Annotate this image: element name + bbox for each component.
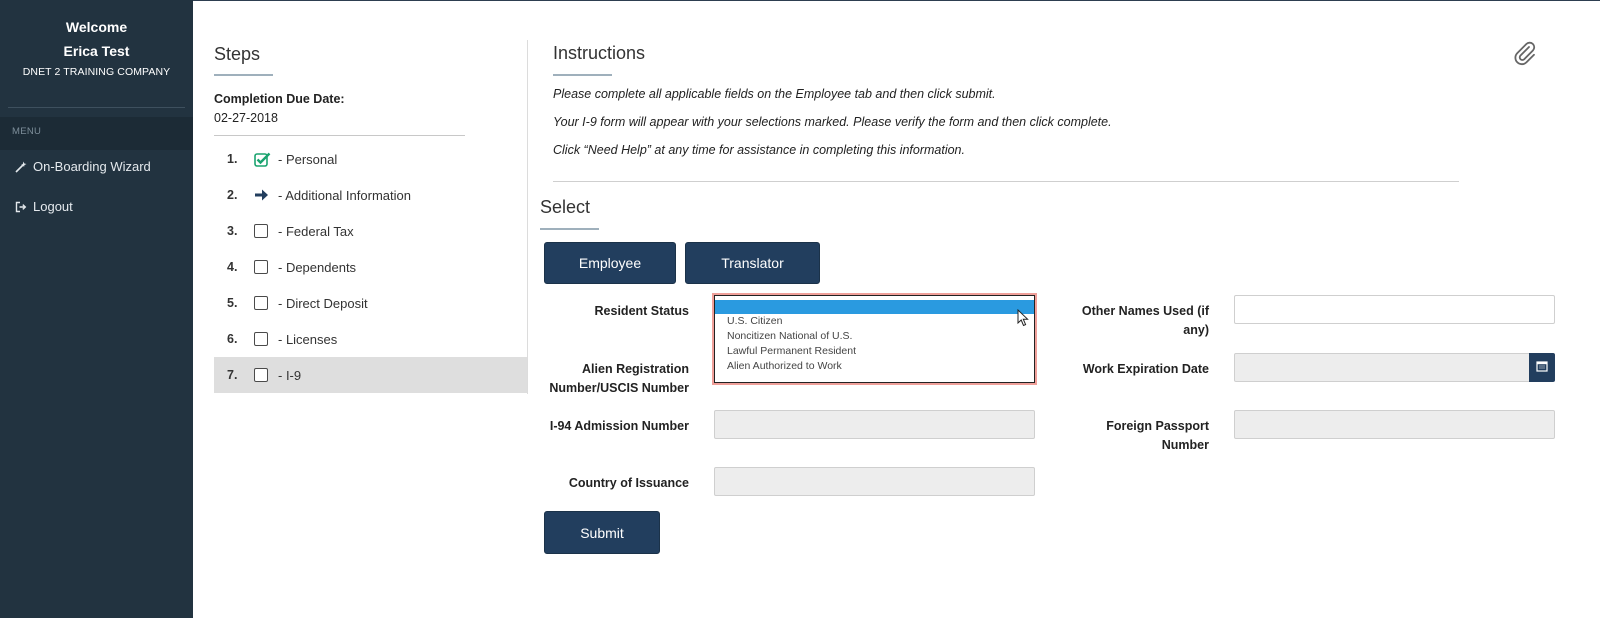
step-label: - Personal	[278, 151, 338, 167]
work-expiration-label: Work Expiration Date	[1082, 362, 1209, 376]
menu-header: MENU	[0, 117, 193, 150]
welcome-block	[0, 0, 193, 78]
label-line: Number/USCIS Number	[549, 381, 689, 395]
country-of-issuance-input[interactable]	[714, 467, 1035, 496]
step-number: 7.	[227, 368, 238, 382]
user-name: Erica Test	[63, 43, 130, 59]
checkbox-icon	[254, 296, 268, 310]
top-border	[193, 0, 1600, 1]
resident-status-label: Resident Status	[594, 304, 689, 318]
country-of-issuance-label: Country of Issuance	[568, 476, 689, 490]
step-personal[interactable]	[214, 141, 528, 177]
label-line: Other Names Used (if	[1081, 304, 1209, 318]
mouse-cursor-icon	[1017, 309, 1029, 332]
steps-title-underline	[214, 74, 273, 76]
select-title: Select	[540, 197, 591, 217]
step-label: - I-9	[278, 367, 302, 383]
magic-wand-icon	[15, 161, 27, 173]
sidebar-item-logout[interactable]	[15, 199, 73, 214]
resident-status-option[interactable]: U.S. Citizen	[727, 315, 783, 327]
translator-tab-button[interactable]: Translator	[685, 242, 820, 284]
calendar-button[interactable]	[1529, 353, 1555, 382]
step-additional-information[interactable]	[214, 177, 528, 213]
sidebar-item-onboarding-wizard[interactable]	[15, 159, 151, 174]
step-number: 3.	[227, 224, 238, 238]
label-line: Foreign Passport	[1106, 419, 1209, 433]
other-names-input[interactable]	[1234, 295, 1555, 324]
step-number: 4.	[227, 260, 238, 274]
step-direct-deposit[interactable]	[214, 285, 528, 321]
step-i9[interactable]	[214, 357, 528, 393]
resident-status-select[interactable]	[714, 295, 1035, 383]
instructions-title: Instructions	[553, 43, 646, 63]
foreign-passport-input[interactable]	[1234, 410, 1555, 439]
checkbox-icon	[254, 260, 268, 274]
resident-status-option[interactable]: Lawful Permanent Resident	[727, 345, 856, 357]
checkbox-icon	[254, 368, 268, 382]
instructions-title-underline	[553, 74, 612, 76]
completion-due-date: 02-27-2018	[214, 111, 278, 125]
select-title-underline	[540, 228, 599, 230]
steps-divider	[214, 135, 465, 136]
instructions-divider	[553, 181, 1459, 182]
sidebar	[0, 0, 193, 618]
step-label: - Federal Tax	[278, 223, 354, 239]
i94-admission-label: I-94 Admission Number	[549, 419, 689, 433]
step-label: - Licenses	[278, 331, 338, 347]
checked-checkbox-icon	[254, 152, 278, 167]
completion-due-label: Completion Due Date:	[214, 92, 345, 106]
calendar-icon	[1536, 359, 1548, 377]
step-number: 1.	[227, 152, 238, 166]
step-number: 2.	[227, 188, 238, 202]
logout-icon	[15, 201, 27, 213]
submit-button[interactable]: Submit	[544, 511, 660, 554]
sidebar-divider	[8, 107, 185, 108]
resident-status-option[interactable]: Noncitizen National of U.S.	[727, 330, 853, 342]
step-number: 5.	[227, 296, 238, 310]
step-licenses[interactable]	[214, 321, 528, 357]
label-line: Alien Registration	[582, 362, 689, 376]
company-name: DNET 2 TRAINING COMPANY	[22, 66, 171, 78]
sidebar-item-label: On-Boarding Wizard	[33, 159, 151, 174]
checkbox-icon	[254, 332, 268, 346]
arrow-right-icon	[254, 188, 278, 202]
instruction-line: Click “Need Help” at any time for assistance in completing this information.	[553, 143, 965, 157]
foreign-passport-label	[1106, 417, 1209, 455]
checkbox-icon	[254, 224, 268, 238]
instruction-line: Please complete all applicable fields on the Employee tab and then click submit.	[553, 87, 996, 101]
step-label: - Dependents	[278, 259, 357, 275]
employee-tab-button[interactable]: Employee	[544, 242, 676, 284]
step-dependents[interactable]	[214, 249, 528, 285]
step-number: 6.	[227, 332, 238, 346]
label-line: Number	[1161, 438, 1209, 452]
label-line: any)	[1183, 323, 1209, 337]
step-federal-tax[interactable]	[214, 213, 528, 249]
alien-registration-label	[549, 360, 689, 398]
resident-status-option[interactable]	[715, 300, 1034, 314]
other-names-label	[1082, 302, 1209, 340]
welcome-text: Welcome	[65, 19, 128, 35]
resident-status-option[interactable]: Alien Authorized to Work	[727, 360, 842, 372]
sidebar-item-label: Logout	[33, 199, 73, 214]
step-label: - Additional Information	[278, 187, 411, 203]
instruction-line: Your I-9 form will appear with your selections marked. Please verify the form and then click complete.	[553, 115, 1112, 129]
work-expiration-input[interactable]	[1234, 353, 1531, 382]
step-label: - Direct Deposit	[278, 295, 368, 311]
i94-admission-input[interactable]	[714, 410, 1035, 439]
steps-title: Steps	[214, 44, 261, 64]
paperclip-icon[interactable]	[1512, 40, 1538, 73]
column-divider	[527, 40, 528, 394]
